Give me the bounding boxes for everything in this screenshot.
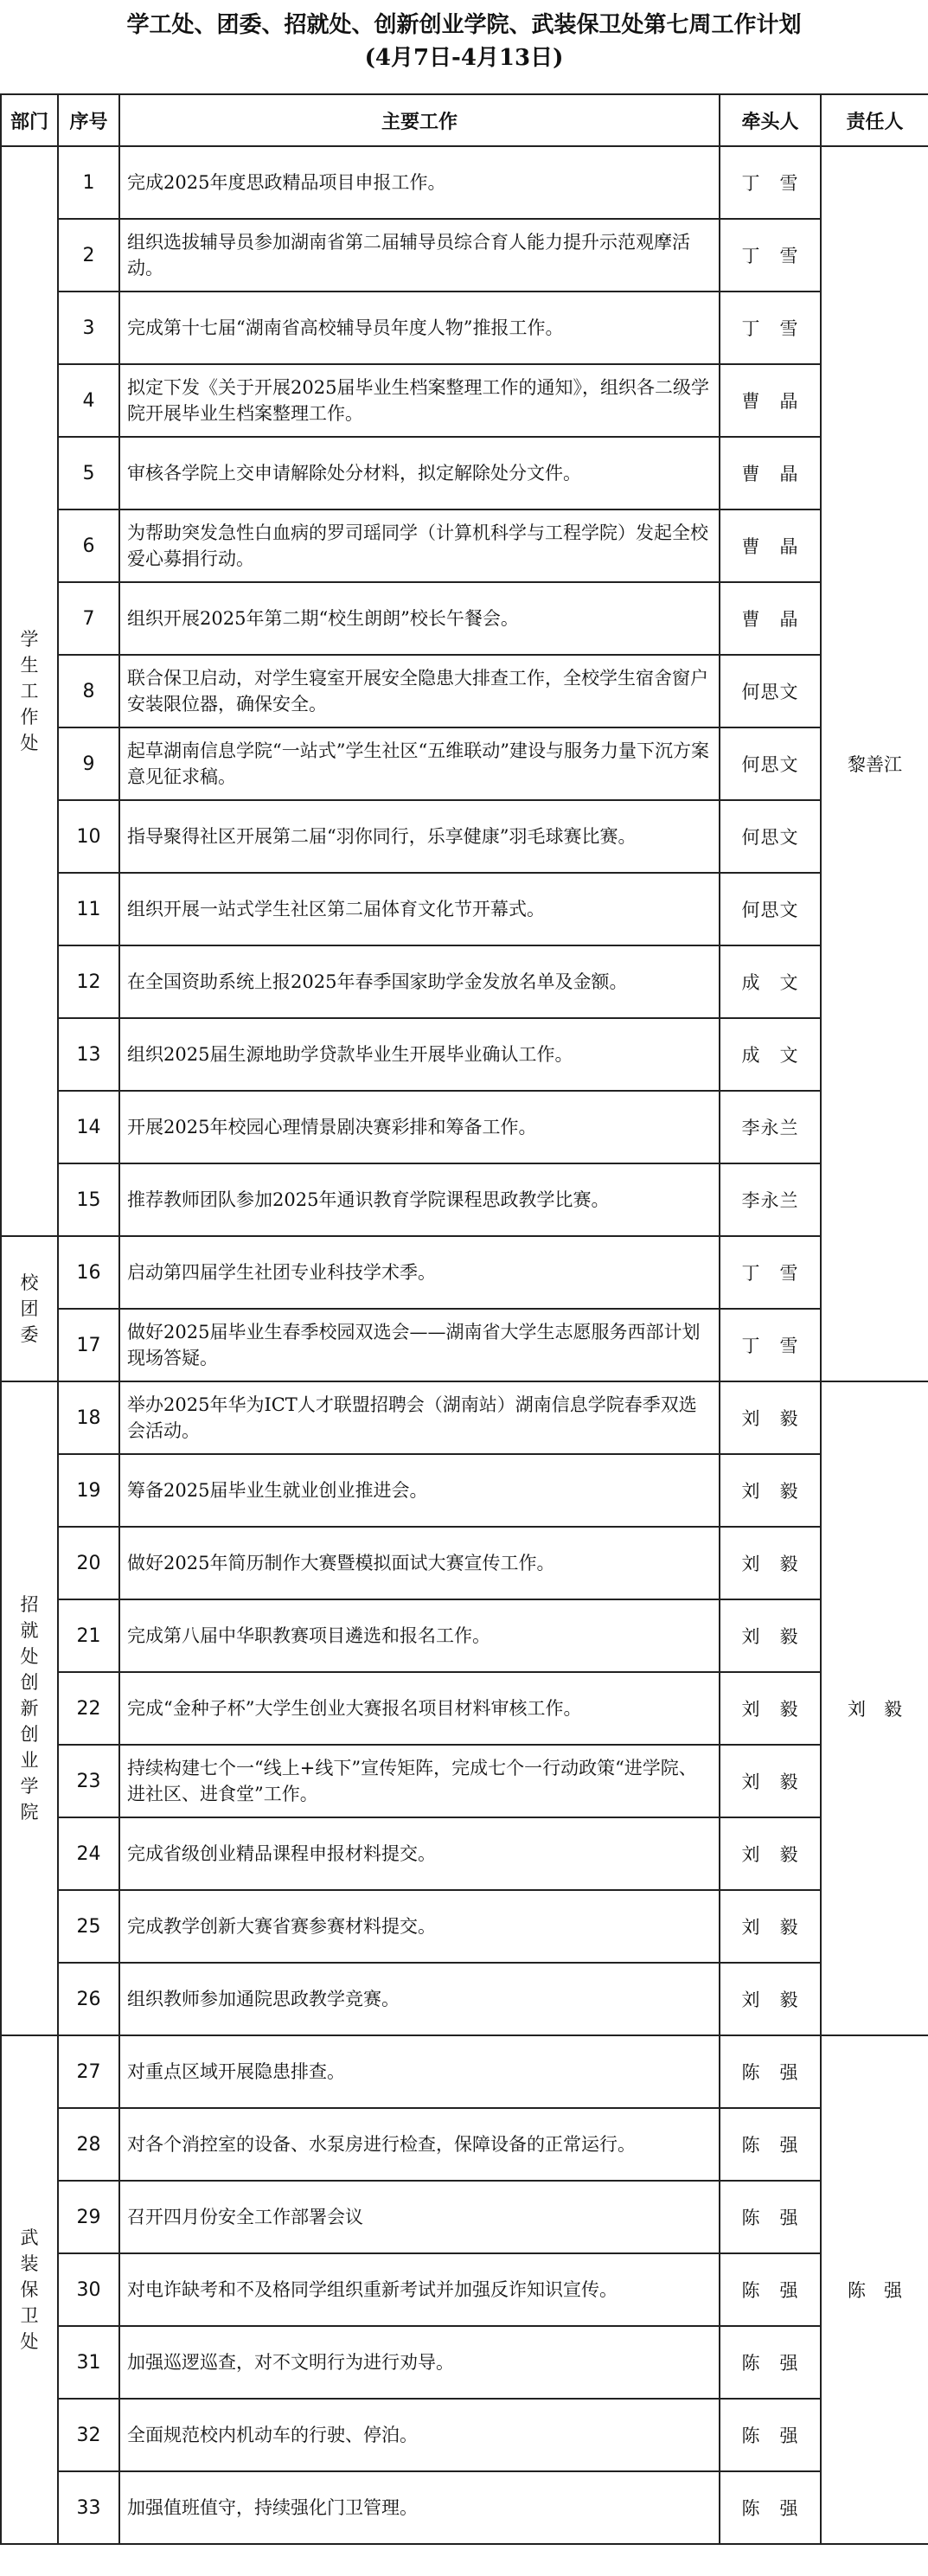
row-number: 33 bbox=[58, 2471, 119, 2544]
table-row bbox=[1, 2035, 928, 2108]
table-row bbox=[1, 655, 928, 727]
resp-person: 陈 强 bbox=[848, 2280, 902, 2301]
work-item: 组织教师参加通院思政教学竞赛。 bbox=[119, 1963, 720, 2035]
work-item: 在全国资助系统上报2025年春季国家助学金发放名单及金额。 bbox=[119, 945, 720, 1018]
lead-person: 何思文 bbox=[720, 873, 821, 945]
work-item: 做好2025届毕业生春季校园双选会——湖南省大学生志愿服务西部计划现场答疑。 bbox=[119, 1309, 720, 1381]
table-row bbox=[1, 727, 928, 800]
lead-person: 刘 毅 bbox=[720, 1745, 821, 1817]
row-number: 8 bbox=[58, 655, 119, 727]
work-item: 启动第四届学生社团专业科技学术季。 bbox=[119, 1236, 720, 1309]
row-number: 30 bbox=[58, 2253, 119, 2326]
lead-person: 何思文 bbox=[720, 727, 821, 800]
row-number: 29 bbox=[58, 2181, 119, 2253]
lead-person: 陈 强 bbox=[720, 2326, 821, 2399]
row-number: 10 bbox=[58, 800, 119, 873]
table-row bbox=[1, 1163, 928, 1236]
row-number: 28 bbox=[58, 2108, 119, 2181]
lead-person: 刘 毅 bbox=[720, 1527, 821, 1599]
work-item: 开展2025年校园心理情景剧决赛彩排和筹备工作。 bbox=[119, 1091, 720, 1163]
table-row bbox=[1, 1527, 928, 1599]
lead-person: 何思文 bbox=[720, 655, 821, 727]
table-row bbox=[1, 2399, 928, 2471]
resp-person: 刘 毅 bbox=[848, 1699, 902, 1720]
resp-person: 黎善江 bbox=[848, 754, 902, 775]
row-number: 22 bbox=[58, 1672, 119, 1745]
table-row bbox=[1, 1236, 928, 1309]
dept-label: 学生工作处 bbox=[20, 629, 39, 753]
row-number: 18 bbox=[58, 1381, 119, 1454]
row-number: 20 bbox=[58, 1527, 119, 1599]
lead-person: 丁 雪 bbox=[720, 219, 821, 292]
resp-cell bbox=[821, 2035, 928, 2544]
resp-cell bbox=[821, 146, 928, 1381]
row-number: 17 bbox=[58, 1309, 119, 1381]
table-row bbox=[1, 1381, 928, 1454]
lead-person: 李永兰 bbox=[720, 1091, 821, 1163]
header-dept: 部门 bbox=[1, 94, 58, 146]
lead-person: 丁 雪 bbox=[720, 292, 821, 364]
lead-person: 刘 毅 bbox=[720, 1672, 821, 1745]
lead-person: 陈 强 bbox=[720, 2181, 821, 2253]
table-row bbox=[1, 146, 928, 219]
work-item: 完成省级创业精品课程申报材料提交。 bbox=[119, 1817, 720, 1890]
header-resp: 责任人 bbox=[821, 94, 928, 146]
table-row bbox=[1, 2253, 928, 2326]
work-item: 持续构建七个一“线上+线下”宣传矩阵，完成七个一行动政策“进学院、进社区、进食堂”工作。 bbox=[119, 1745, 720, 1817]
row-number: 27 bbox=[58, 2035, 119, 2108]
row-number: 12 bbox=[58, 945, 119, 1018]
work-item: 召开四月份安全工作部署会议 bbox=[119, 2181, 720, 2253]
table-row bbox=[1, 2181, 928, 2253]
row-number: 25 bbox=[58, 1890, 119, 1963]
table-row bbox=[1, 1309, 928, 1381]
work-item: 组织2025届生源地助学贷款毕业生开展毕业确认工作。 bbox=[119, 1018, 720, 1091]
table-row bbox=[1, 1817, 928, 1890]
row-number: 24 bbox=[58, 1817, 119, 1890]
work-item: 指导聚得社区开展第二届“羽你同行，乐享健康”羽毛球赛比赛。 bbox=[119, 800, 720, 873]
row-number: 11 bbox=[58, 873, 119, 945]
row-number: 23 bbox=[58, 1745, 119, 1817]
row-number: 31 bbox=[58, 2326, 119, 2399]
work-item: 完成第十七届“湖南省高校辅导员年度人物”推报工作。 bbox=[119, 292, 720, 364]
work-item: 对电诈缺考和不及格同学组织重新考试并加强反诈知识宣传。 bbox=[119, 2253, 720, 2326]
lead-person: 陈 强 bbox=[720, 2108, 821, 2181]
work-item: 组织开展2025年第二期“校生朗朗”校长午餐会。 bbox=[119, 582, 720, 655]
header-no: 序号 bbox=[58, 94, 119, 146]
work-item: 全面规范校内机动车的行驶、停泊。 bbox=[119, 2399, 720, 2471]
row-number: 16 bbox=[58, 1236, 119, 1309]
dept-label: 招就处 创新创业学院 bbox=[20, 1594, 39, 1823]
table-row bbox=[1, 2471, 928, 2544]
work-item: 联合保卫启动，对学生寝室开展安全隐患大排查工作，全校学生宿舍窗户安装限位器，确保安全。 bbox=[119, 655, 720, 727]
resp-cell bbox=[821, 1381, 928, 2035]
page-title: 学工处、团委、招就处、创新创业学院、武装保卫处第七周工作计划 bbox=[126, 12, 802, 38]
row-number: 2 bbox=[58, 219, 119, 292]
lead-person: 李永兰 bbox=[720, 1163, 821, 1236]
lead-person: 刘 毅 bbox=[720, 1381, 821, 1454]
table-row bbox=[1, 219, 928, 292]
table-row bbox=[1, 2326, 928, 2399]
work-plan-table bbox=[0, 93, 928, 2545]
lead-person: 丁 雪 bbox=[720, 146, 821, 219]
lead-person: 何思文 bbox=[720, 800, 821, 873]
row-number: 21 bbox=[58, 1599, 119, 1672]
lead-person: 成 文 bbox=[720, 945, 821, 1018]
row-number: 3 bbox=[58, 292, 119, 364]
title-block bbox=[0, 0, 928, 85]
table-row bbox=[1, 509, 928, 582]
row-number: 5 bbox=[58, 437, 119, 509]
lead-person: 曹 晶 bbox=[720, 582, 821, 655]
page-subtitle: (4月7日-4月13日) bbox=[364, 45, 564, 71]
table-row bbox=[1, 292, 928, 364]
dept-label: 武装保卫处 bbox=[20, 2227, 39, 2352]
table-row bbox=[1, 800, 928, 873]
row-number: 1 bbox=[58, 146, 119, 219]
table-row bbox=[1, 437, 928, 509]
table-row bbox=[1, 1018, 928, 1091]
lead-person: 刘 毅 bbox=[720, 1963, 821, 2035]
table-row bbox=[1, 1963, 928, 2035]
table-row bbox=[1, 1672, 928, 1745]
work-item: 完成教学创新大赛省赛参赛材料提交。 bbox=[119, 1890, 720, 1963]
row-number: 26 bbox=[58, 1963, 119, 2035]
lead-person: 曹 晶 bbox=[720, 437, 821, 509]
work-item: 起草湖南信息学院“一站式”学生社区“五维联动”建设与服务力量下沉方案意见征求稿。 bbox=[119, 727, 720, 800]
lead-person: 陈 强 bbox=[720, 2253, 821, 2326]
work-item: 做好2025年简历制作大赛暨模拟面试大赛宣传工作。 bbox=[119, 1527, 720, 1599]
lead-person: 陈 强 bbox=[720, 2035, 821, 2108]
lead-person: 刘 毅 bbox=[720, 1599, 821, 1672]
work-item: 完成2025年度思政精品项目申报工作。 bbox=[119, 146, 720, 219]
row-number: 19 bbox=[58, 1454, 119, 1527]
work-item: 为帮助突发急性白血病的罗司瑶同学（计算机科学与工程学院）发起全校爱心募捐行动。 bbox=[119, 509, 720, 582]
dept-cell bbox=[1, 1236, 58, 1381]
work-item: 对重点区域开展隐患排查。 bbox=[119, 2035, 720, 2108]
lead-person: 刘 毅 bbox=[720, 1890, 821, 1963]
table-row bbox=[1, 1091, 928, 1163]
lead-person: 成 文 bbox=[720, 1018, 821, 1091]
header-lead: 牵头人 bbox=[720, 94, 821, 146]
row-number: 14 bbox=[58, 1091, 119, 1163]
lead-person: 丁 雪 bbox=[720, 1236, 821, 1309]
lead-person: 刘 毅 bbox=[720, 1454, 821, 1527]
row-number: 15 bbox=[58, 1163, 119, 1236]
row-number: 32 bbox=[58, 2399, 119, 2471]
row-number: 4 bbox=[58, 364, 119, 437]
lead-person: 曹 晶 bbox=[720, 364, 821, 437]
work-item: 拟定下发《关于开展2025届毕业生档案整理工作的通知》，组织各二级学院开展毕业生档案整理工作。 bbox=[119, 364, 720, 437]
row-number: 13 bbox=[58, 1018, 119, 1091]
work-item: 推荐教师团队参加2025年通识教育学院课程思政教学比赛。 bbox=[119, 1163, 720, 1236]
table-row bbox=[1, 1745, 928, 1817]
dept-label: 校团委 bbox=[20, 1272, 39, 1345]
table-row bbox=[1, 945, 928, 1018]
dept-cell bbox=[1, 2035, 58, 2544]
table-row bbox=[1, 1599, 928, 1672]
table-row bbox=[1, 1890, 928, 1963]
table-row bbox=[1, 364, 928, 437]
row-number: 9 bbox=[58, 727, 119, 800]
row-number: 7 bbox=[58, 582, 119, 655]
lead-person: 陈 强 bbox=[720, 2399, 821, 2471]
row-number: 6 bbox=[58, 509, 119, 582]
table-row bbox=[1, 582, 928, 655]
lead-person: 陈 强 bbox=[720, 2471, 821, 2544]
work-item: 组织开展一站式学生社区第二届体育文化节开幕式。 bbox=[119, 873, 720, 945]
work-item: 加强值班值守，持续强化门卫管理。 bbox=[119, 2471, 720, 2544]
lead-person: 曹 晶 bbox=[720, 509, 821, 582]
work-item: 举办2025年华为ICT人才联盟招聘会（湖南站）湖南信息学院春季双选会活动。 bbox=[119, 1381, 720, 1454]
table-row bbox=[1, 1454, 928, 1527]
work-item: 完成“金种子杯”大学生创业大赛报名项目材料审核工作。 bbox=[119, 1672, 720, 1745]
work-item: 审核各学院上交申请解除处分材料，拟定解除处分文件。 bbox=[119, 437, 720, 509]
lead-person: 丁 雪 bbox=[720, 1309, 821, 1381]
work-item: 加强巡逻巡查，对不文明行为进行劝导。 bbox=[119, 2326, 720, 2399]
dept-cell bbox=[1, 146, 58, 1236]
header-work: 主要工作 bbox=[119, 94, 720, 146]
work-item: 完成第八届中华职教赛项目遴选和报名工作。 bbox=[119, 1599, 720, 1672]
work-item: 筹备2025届毕业生就业创业推进会。 bbox=[119, 1454, 720, 1527]
work-item: 对各个消控室的设备、水泵房进行检查，保障设备的正常运行。 bbox=[119, 2108, 720, 2181]
table-row bbox=[1, 2108, 928, 2181]
header-row bbox=[1, 94, 928, 146]
dept-cell bbox=[1, 1381, 58, 2035]
work-item: 组织选拔辅导员参加湖南省第二届辅导员综合育人能力提升示范观摩活动。 bbox=[119, 219, 720, 292]
table-row bbox=[1, 873, 928, 945]
lead-person: 刘 毅 bbox=[720, 1817, 821, 1890]
